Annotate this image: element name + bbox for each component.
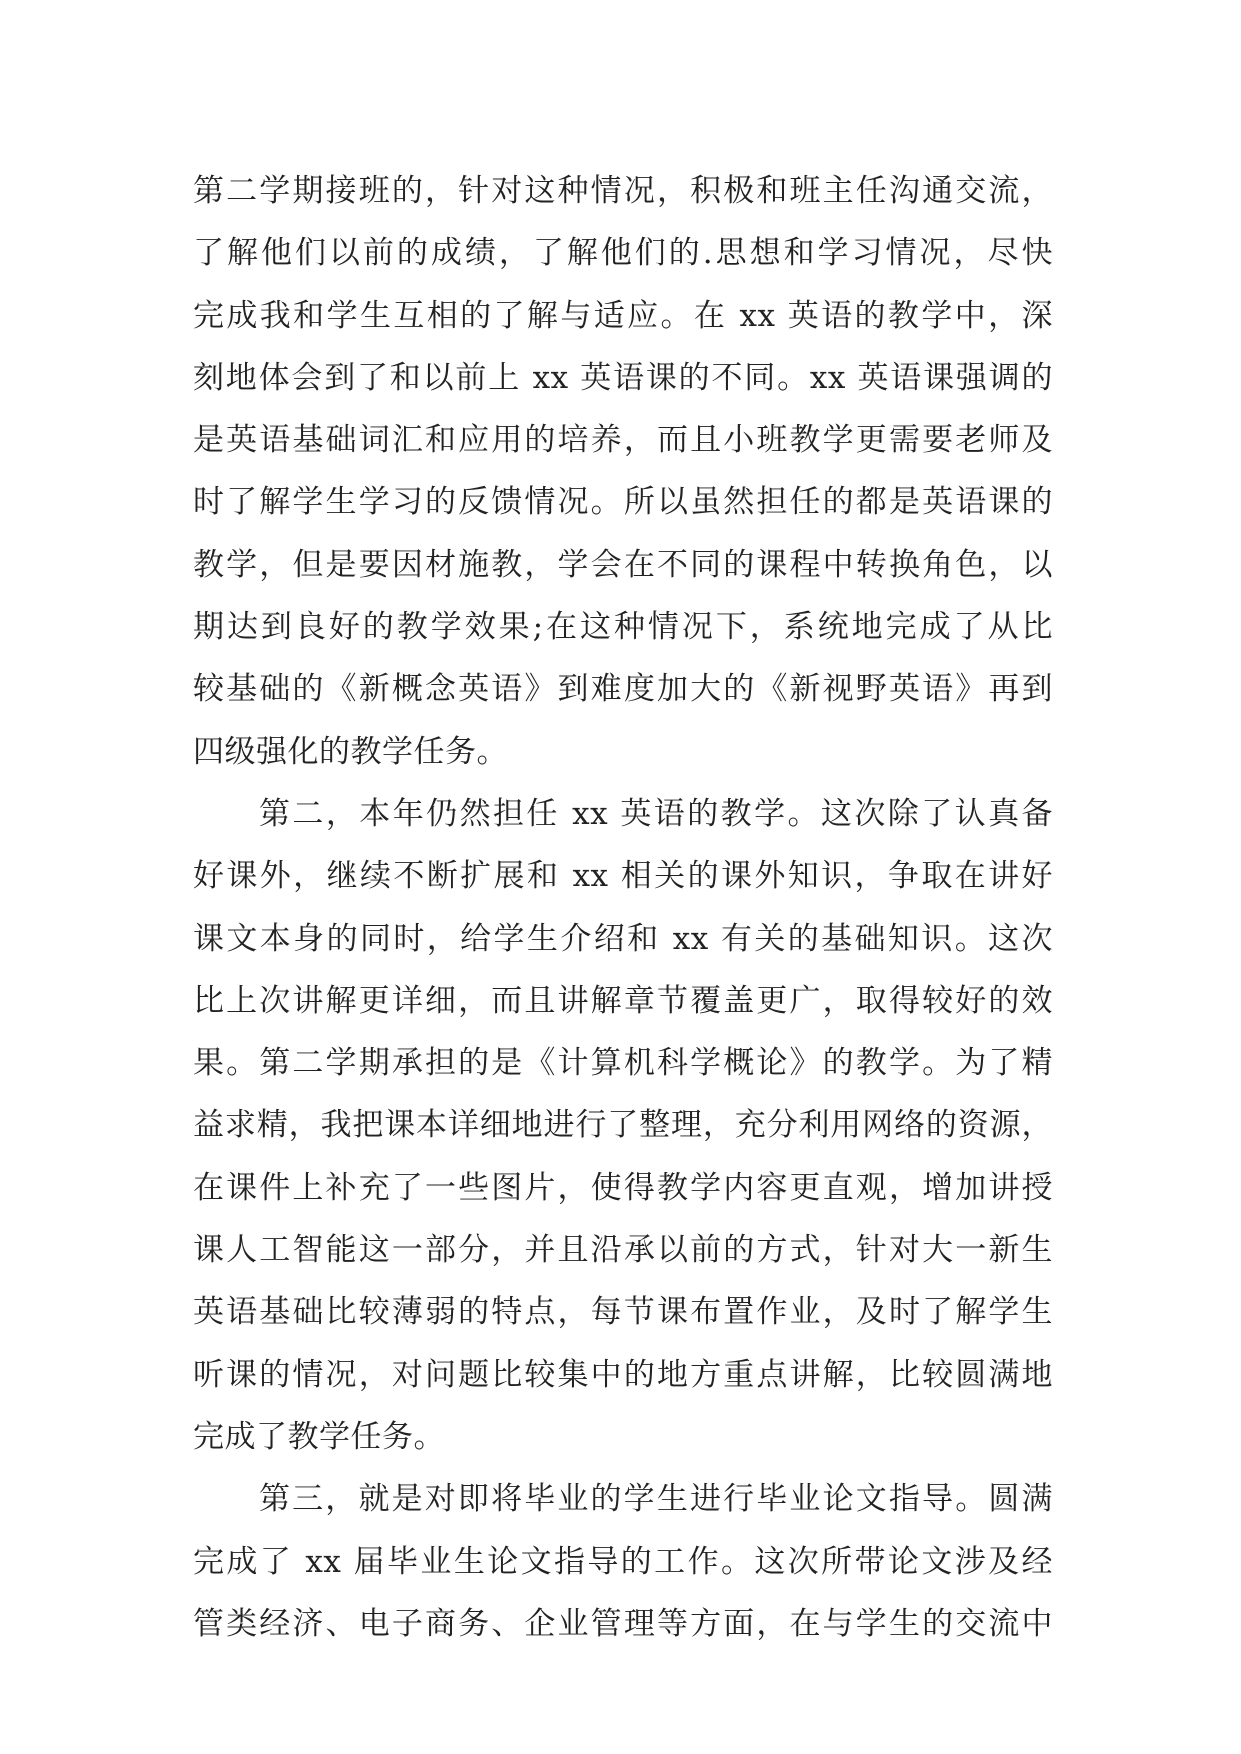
text-line: 比上次讲解更详细，而且讲解章节覆盖更广，取得较好的效 (193, 982, 1053, 1019)
text-line: 听课的情况，对问题比较集中的地方重点讲解，比较圆满地 (193, 1356, 1053, 1393)
text-line: 教学，但是要因材施教，学会在不同的课程中转换角色，以 (193, 546, 1053, 583)
text-line: 好课外，继续不断扩展和 xx 相关的课外知识，争取在讲好 (193, 858, 1053, 895)
text-line: 第二学期接班的，针对这种情况，积极和班主任沟通交流， (193, 173, 1053, 209)
text-line: 完成了 xx 届毕业生论文指导的工作。这次所带论文涉及经 (193, 1543, 1053, 1580)
text-line: 果。第二学期承担的是《计算机科学概论》的教学。为了精 (193, 1045, 1053, 1082)
text-line: 四级强化的教学任务。 (193, 733, 508, 770)
text-line: 较基础的《新概念英语》到难度加大的《新视野英语》再到 (193, 671, 1053, 708)
paragraph-start-line: 第二，本年仍然担任 xx 英语的教学。这次除了认真备 (259, 795, 1053, 832)
text-line: 期达到良好的教学效果;在这种情况下，系统地完成了从比 (193, 609, 1053, 646)
text-line: 在课件上补充了一些图片，使得教学内容更直观，增加讲授 (193, 1169, 1053, 1206)
text-line: 时了解学生学习的反馈情况。所以虽然担任的都是英语课的 (193, 484, 1053, 521)
text-line: 完成我和学生互相的了解与适应。在 xx 英语的教学中，深 (193, 297, 1053, 334)
text-line: 课文本身的同时，给学生介绍和 xx 有关的基础知识。这次 (193, 920, 1053, 957)
text-line: 英语基础比较薄弱的特点，每节课布置作业，及时了解学生 (193, 1294, 1053, 1331)
text-line: 完成了教学任务。 (193, 1418, 445, 1455)
text-line: 了解他们以前的成绩，了解他们的.思想和学习情况，尽快 (193, 235, 1053, 272)
text-line: 管类经济、电子商务、企业管理等方面，在与学生的交流中 (193, 1605, 1053, 1642)
text-line: 益求精，我把课本详细地进行了整理，充分利用网络的资源， (193, 1107, 1053, 1144)
text-line: 课人工智能这一部分，并且沿承以前的方式，针对大一新生 (193, 1232, 1053, 1269)
paragraph-start-line: 第三，就是对即将毕业的学生进行毕业论文指导。圆满 (259, 1481, 1053, 1518)
text-line: 刻地体会到了和以前上 xx 英语课的不同。xx 英语课强调的 (193, 359, 1053, 396)
body-text (193, 160, 1053, 1655)
text-line: 是英语基础词汇和应用的培养，而且小班教学更需要老师及 (193, 422, 1053, 459)
